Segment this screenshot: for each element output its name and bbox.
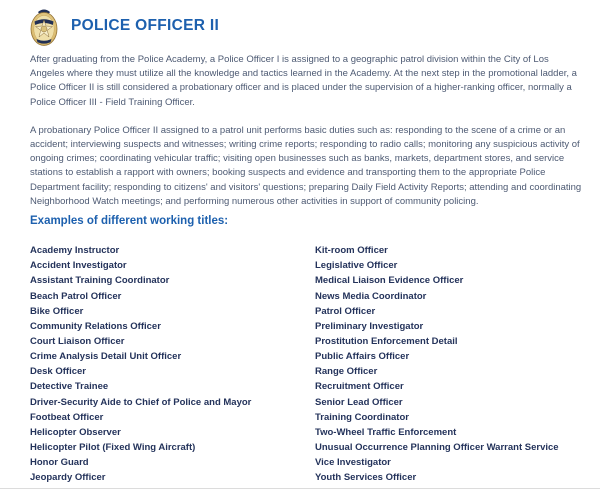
working-title-item: Beach Patrol Officer (30, 290, 122, 302)
working-title-item: Patrol Officer (315, 305, 376, 317)
working-title-item: Accident Investigator (30, 260, 127, 272)
working-title-item: Recruitment Officer (315, 381, 404, 393)
working-title-item: Driver-Security Aide to Chief of Police and Mayor (30, 396, 252, 408)
working-title-item: Training Coordinator (315, 411, 409, 423)
working-title-item: Unusual Occurrence Planning Officer Warrant Service (315, 442, 559, 454)
working-title-item: Footbeat Officer (30, 411, 104, 423)
working-title-item: Helicopter Pilot (Fixed Wing Aircraft) (30, 442, 196, 454)
working-title-item: Senior Lead Officer (315, 396, 403, 408)
working-titles-column-right (315, 243, 580, 486)
working-title-item: Preliminary Investigator (315, 320, 424, 332)
working-title-item: News Media Coordinator (315, 290, 427, 302)
working-title-item: Helicopter Observer (30, 426, 121, 438)
working-title-item: Crime Analysis Detail Unit Officer (30, 351, 182, 363)
working-title-item: Legislative Officer (315, 260, 398, 272)
working-title-item: Academy Instructor (30, 245, 120, 257)
working-title-item: Two-Wheel Traffic Enforcement (315, 426, 457, 438)
page-header (30, 4, 580, 48)
working-title-item: Range Officer (315, 366, 378, 378)
working-titles-column-left (30, 243, 315, 486)
working-title-item: Community Relations Officer (30, 320, 161, 332)
working-title-item: Public Affairs Officer (315, 351, 410, 363)
working-title-item: Assistant Training Coordinator (30, 275, 170, 287)
working-title-item: Detective Trainee (30, 381, 109, 393)
working-title-item: Vice Investigator (315, 457, 391, 469)
working-title-item: Honor Guard (30, 457, 89, 469)
police-badge-icon (30, 6, 58, 46)
duties-paragraph: A probationary Police Officer II assigned to a patrol unit performs basic duties such as: responding to the scene of a crime or an accident; interviewing suspects and witnesses; writing crime reports; responding to radio calls; monitoring any suspicious activity of ongoing crimes; coordinating vehicular traffic; visiting open businesses such as banks, markets, department stores, and service stations to establish a rapport with owners; booking suspects and evidence and transporting them to the appropriate Police Department facility; responding to citizens' and visitors' questions; preparing Daily Field Activity Reports; attending and coordinating Neighborhood Watch meetings; and performing numerous other activities in support of community policing. (30, 124, 582, 207)
page-title: POLICE OFFICER II (71, 17, 220, 34)
working-title-item: Kit-room Officer (315, 245, 388, 257)
working-title-item: Medical Liaison Evidence Officer (315, 275, 464, 287)
working-titles-heading: Examples of different working titles: (30, 215, 229, 228)
working-title-item: Bike Officer (30, 305, 84, 317)
working-title-item: Youth Services Officer (315, 472, 417, 484)
working-title-item: Jeopardy Officer (30, 472, 106, 484)
working-titles-list (30, 243, 580, 486)
intro-paragraph: After graduating from the Police Academy, a Police Officer I is assigned to a geographic patrol division within the City of Los Angeles where they must utilize all the knowledge and tactics learned in the Academy. At the next step in the promotional ladder, a Police Officer II is still considered a probationary officer and is placed under the supervision of a higher-ranking officer, normally a Police Officer III - Field Training Officer. (30, 54, 577, 108)
working-title-item: Court Liaison Officer (30, 335, 125, 347)
working-title-item: Prostitution Enforcement Detail (315, 335, 458, 347)
bottom-divider (0, 488, 600, 489)
working-title-item: Desk Officer (30, 366, 86, 378)
